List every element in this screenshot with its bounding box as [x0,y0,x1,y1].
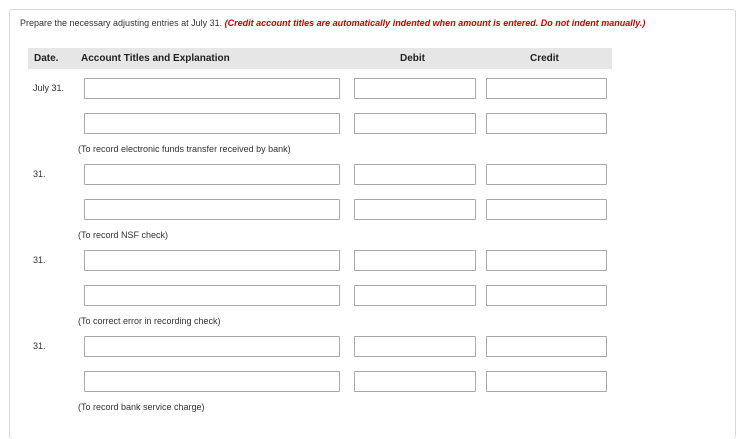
entry-2-row-2-debit-input[interactable] [354,199,476,220]
entry-1-row-1-account-input[interactable] [84,78,340,99]
header-account-titles: Account Titles and Explanation [81,53,230,64]
entry-3-date: 31. [33,255,46,265]
entry-3-row-1-credit-input[interactable] [486,250,607,271]
entry-4-date: 31. [33,341,46,351]
entry-4-explanation: (To record bank service charge) [78,402,205,412]
entry-1-row-1-credit-input[interactable] [486,78,607,99]
entry-1-explanation: (To record electronic funds transfer received by bank) [78,144,291,154]
instruction-note: (Credit account titles are automatically indented when amount is entered. Do not indent manually.) [224,18,646,28]
header-debit: Debit [400,53,425,64]
entry-3-row-2-credit-input[interactable] [486,285,607,306]
instruction-text [20,18,645,28]
entry-2-row-2-credit-input[interactable] [486,199,607,220]
entry-2-row-1-credit-input[interactable] [486,164,607,185]
entry-2-row-1-debit-input[interactable] [354,164,476,185]
entry-1-row-1-debit-input[interactable] [354,78,476,99]
entry-1-row-2-account-input[interactable] [84,113,340,134]
entry-1-row-2-credit-input[interactable] [486,113,607,134]
entry-2-row-1-account-input[interactable] [84,164,340,185]
entry-4-row-1-credit-input[interactable] [486,336,607,357]
entry-2-explanation: (To record NSF check) [78,230,169,240]
entry-3-explanation: (To correct error in recording check) [78,316,221,326]
entry-1-date: July 31. [33,83,65,93]
entry-2-date: 31. [33,169,46,179]
table-header [28,48,612,69]
entry-4-row-1-debit-input[interactable] [354,336,476,357]
header-date: Date. [34,53,59,64]
instruction-main: Prepare the necessary adjusting entries at July 31. [20,18,223,28]
entry-3-row-1-account-input[interactable] [84,250,340,271]
entry-4-row-1-account-input[interactable] [84,336,340,357]
entry-4-row-2-credit-input[interactable] [486,371,607,392]
entry-3-row-2-account-input[interactable] [84,285,340,306]
entry-3-row-2-debit-input[interactable] [354,285,476,306]
entry-4-row-2-account-input[interactable] [84,371,340,392]
entry-1-row-2-debit-input[interactable] [354,113,476,134]
entry-3-row-1-debit-input[interactable] [354,250,476,271]
header-credit: Credit [530,53,559,64]
entry-2-row-2-account-input[interactable] [84,199,340,220]
entry-4-row-2-debit-input[interactable] [354,371,476,392]
